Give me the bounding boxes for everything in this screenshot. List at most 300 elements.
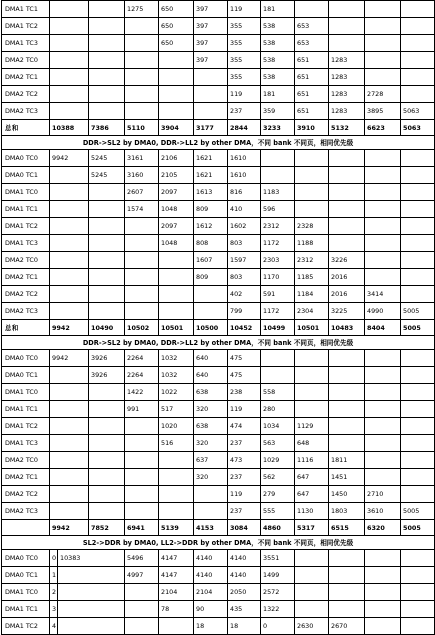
value-cell (89, 503, 125, 520)
value-cell (89, 18, 125, 35)
table-row (2, 269, 435, 286)
sum-label: 总和 (2, 320, 50, 336)
value-cell (329, 201, 365, 218)
value-cell (194, 103, 228, 120)
value-cell (125, 218, 159, 235)
value-cell: 1283 (329, 86, 365, 103)
table-row (2, 286, 435, 303)
value-cell (295, 567, 329, 584)
value-cell (159, 252, 194, 269)
value-cell: 397 (194, 18, 228, 35)
sum-cell: 7386 (89, 120, 125, 136)
value-cell (50, 86, 89, 103)
sum-cell: 3084 (228, 520, 261, 536)
row-label: DMA2 TC3 (2, 303, 50, 320)
value-cell (159, 503, 194, 520)
value-cell: 647 (295, 469, 329, 486)
value-cell (50, 286, 89, 303)
value-cell (401, 184, 435, 201)
table-row (2, 52, 435, 69)
value-cell: 555 (261, 503, 295, 520)
value-cell (329, 567, 365, 584)
value-cell: 3926 (89, 367, 125, 384)
value-cell: 119 (228, 486, 261, 503)
value-cell (329, 435, 365, 452)
value-cell (329, 350, 365, 367)
value-cell: 2104 (194, 584, 228, 601)
value-cell (295, 150, 329, 167)
value-cell: 816 (228, 184, 261, 201)
value-cell: 3160 (125, 167, 159, 184)
value-cell: 638 (194, 418, 228, 435)
table-row (2, 103, 435, 120)
value-cell (50, 486, 89, 503)
value-cell (89, 452, 125, 469)
value-cell: 558 (261, 384, 295, 401)
row-label: DMA0 TC0 (2, 350, 50, 367)
value-cell: 808 (194, 235, 228, 252)
value-cell (50, 167, 89, 184)
table-row (2, 567, 435, 584)
value-cell: 3414 (365, 286, 401, 303)
value-cell (329, 1, 365, 18)
value-cell: 320 (194, 435, 228, 452)
value-cell: 1022 (159, 384, 194, 401)
value-cell (159, 486, 194, 503)
sum-row (2, 520, 435, 536)
sum-cell: 5005 (401, 320, 435, 336)
value-cell (50, 452, 89, 469)
sum-cell: 5132 (329, 120, 365, 136)
value-cell: 90 (194, 601, 228, 618)
value-cell (261, 167, 295, 184)
table-row (2, 401, 435, 418)
value-cell: 4990 (365, 303, 401, 320)
value-cell: 2728 (365, 86, 401, 103)
value-cell: 237 (228, 503, 261, 520)
sum-cell: 8404 (365, 320, 401, 336)
value-cell (125, 469, 159, 486)
value-cell: 181 (261, 1, 295, 18)
value-cell (365, 18, 401, 35)
value-cell: 1183 (261, 184, 295, 201)
value-cell: 1612 (194, 218, 228, 235)
row-label: DMA1 TC0 (2, 584, 50, 601)
value-cell (89, 86, 125, 103)
priority-cell: 3 (50, 601, 58, 618)
value-cell (50, 469, 89, 486)
value-cell (365, 269, 401, 286)
value-cell (125, 486, 159, 503)
value-cell (329, 35, 365, 52)
table-row (2, 384, 435, 401)
value-cell (50, 252, 89, 269)
value-cell (295, 1, 329, 18)
sum-label (2, 520, 50, 536)
value-cell (401, 286, 435, 303)
value-cell (89, 486, 125, 503)
value-cell: 0 (261, 618, 295, 635)
sum-cell: 3904 (159, 120, 194, 136)
value-cell (295, 384, 329, 401)
value-cell: 1275 (125, 1, 159, 18)
value-cell (329, 418, 365, 435)
sum-cell: 10490 (89, 320, 125, 336)
value-cell: 355 (228, 18, 261, 35)
row-label: DMA2 TC1 (2, 269, 50, 286)
value-cell: 1283 (329, 52, 365, 69)
value-cell: 651 (295, 86, 329, 103)
value-cell (365, 401, 401, 418)
table-row (2, 86, 435, 103)
value-cell (365, 567, 401, 584)
sum-cell: 10499 (261, 320, 295, 336)
value-cell: 5063 (401, 103, 435, 120)
value-cell (125, 286, 159, 303)
value-cell: 4140 (228, 567, 261, 584)
value-cell: 4140 (194, 567, 228, 584)
section-header: DDR->SL2 by DMA0, DDR->LL2 by other DMA，不同 bank 不同页，相同优先级 (2, 336, 435, 350)
value-cell: 355 (228, 69, 261, 86)
value-cell (295, 350, 329, 367)
value-cell (401, 567, 435, 584)
value-cell (50, 184, 89, 201)
row-label: DMA2 TC0 (2, 452, 50, 469)
table-row (2, 218, 435, 235)
section-header-row (2, 136, 435, 150)
table-row (2, 601, 435, 618)
value-cell (89, 52, 125, 69)
value-cell (401, 52, 435, 69)
value-cell: 650 (159, 1, 194, 18)
table-row (2, 303, 435, 320)
value-cell: 1188 (295, 235, 329, 252)
value-cell: 651 (295, 69, 329, 86)
value-cell: 3926 (89, 350, 125, 367)
value-cell (295, 184, 329, 201)
value-cell (329, 550, 365, 567)
value-cell (365, 235, 401, 252)
value-cell (159, 618, 194, 635)
value-cell: 596 (261, 201, 295, 218)
bandwidth-table (1, 0, 435, 635)
value-cell (159, 52, 194, 69)
value-cell (58, 601, 125, 618)
value-cell: 2670 (329, 618, 365, 635)
value-cell: 1283 (329, 103, 365, 120)
sum-cell: 10388 (50, 120, 89, 136)
value-cell (401, 252, 435, 269)
sum-cell: 5110 (125, 120, 159, 136)
value-cell (50, 35, 89, 52)
value-cell: 3226 (329, 252, 365, 269)
value-cell: 4997 (125, 567, 159, 584)
table-row (2, 452, 435, 469)
value-cell (125, 103, 159, 120)
value-cell: 648 (295, 435, 329, 452)
value-cell: 538 (261, 69, 295, 86)
value-cell (401, 218, 435, 235)
value-cell (365, 384, 401, 401)
value-cell (58, 618, 125, 635)
value-cell (50, 367, 89, 384)
value-cell: 5245 (89, 150, 125, 167)
value-cell (401, 35, 435, 52)
value-cell (365, 469, 401, 486)
value-cell: 181 (261, 86, 295, 103)
value-cell (125, 418, 159, 435)
value-cell (125, 452, 159, 469)
value-cell: 650 (159, 35, 194, 52)
value-cell (401, 601, 435, 618)
value-cell (159, 469, 194, 486)
value-cell: 119 (228, 86, 261, 103)
value-cell (401, 69, 435, 86)
sum-label: 总和 (2, 120, 50, 136)
value-cell: 1610 (228, 150, 261, 167)
value-cell: 1451 (329, 469, 365, 486)
value-cell (401, 452, 435, 469)
value-cell (125, 601, 159, 618)
value-cell (329, 235, 365, 252)
value-cell (401, 86, 435, 103)
value-cell (159, 86, 194, 103)
value-cell (401, 235, 435, 252)
row-label: DMA1 TC0 (2, 184, 50, 201)
priority-cell: 4 (50, 618, 58, 635)
sum-cell: 7852 (89, 520, 125, 536)
table-row (2, 69, 435, 86)
sum-cell: 3233 (261, 120, 295, 136)
row-label: DMA1 TC2 (2, 618, 50, 635)
value-cell: 2104 (159, 584, 194, 601)
value-cell: 10383 (58, 550, 125, 567)
value-cell (125, 503, 159, 520)
value-cell: 638 (194, 384, 228, 401)
value-cell: 1613 (194, 184, 228, 201)
sum-cell: 10452 (228, 320, 261, 336)
value-cell: 9942 (50, 150, 89, 167)
value-cell: 2328 (295, 218, 329, 235)
value-cell (365, 218, 401, 235)
row-label: DMA2 TC3 (2, 503, 50, 520)
value-cell (365, 167, 401, 184)
value-cell: 474 (228, 418, 261, 435)
value-cell (50, 103, 89, 120)
value-cell: 2630 (295, 618, 329, 635)
value-cell: 803 (228, 269, 261, 286)
value-cell (125, 69, 159, 86)
value-cell: 1574 (125, 201, 159, 218)
value-cell (401, 201, 435, 218)
value-cell (89, 401, 125, 418)
value-cell (329, 167, 365, 184)
value-cell: 2097 (159, 218, 194, 235)
priority-cell: 1 (50, 567, 58, 584)
row-label: DMA1 TC0 (2, 384, 50, 401)
value-cell: 9942 (50, 350, 89, 367)
value-cell (50, 269, 89, 286)
value-cell (401, 350, 435, 367)
value-cell: 435 (228, 601, 261, 618)
value-cell: 1129 (295, 418, 329, 435)
sum-cell: 2844 (228, 120, 261, 136)
value-cell (329, 184, 365, 201)
value-cell (125, 52, 159, 69)
value-cell (401, 469, 435, 486)
value-cell (125, 35, 159, 52)
value-cell: 647 (295, 486, 329, 503)
value-cell (89, 235, 125, 252)
value-cell: 1602 (228, 218, 261, 235)
sum-cell: 6320 (365, 520, 401, 536)
value-cell (89, 103, 125, 120)
value-cell (401, 618, 435, 635)
priority-cell: 2 (50, 584, 58, 601)
sum-cell: 9942 (50, 320, 89, 336)
table-row (2, 367, 435, 384)
value-cell: 238 (228, 384, 261, 401)
value-cell (50, 218, 89, 235)
value-cell (159, 452, 194, 469)
value-cell (159, 103, 194, 120)
value-cell: 2303 (261, 252, 295, 269)
value-cell: 651 (295, 52, 329, 69)
sum-cell: 5317 (295, 520, 329, 536)
value-cell (329, 401, 365, 418)
value-cell (295, 167, 329, 184)
value-cell: 320 (194, 401, 228, 418)
value-cell: 1422 (125, 384, 159, 401)
value-cell (194, 69, 228, 86)
sum-cell: 6941 (125, 520, 159, 536)
priority-cell: 0 (50, 550, 58, 567)
value-cell: 4140 (228, 550, 261, 567)
sum-cell: 10501 (295, 320, 329, 336)
table-row (2, 435, 435, 452)
value-cell: 3551 (261, 550, 295, 567)
value-cell (125, 18, 159, 35)
sum-cell: 4153 (194, 520, 228, 536)
value-cell: 1048 (159, 201, 194, 218)
value-cell: 1032 (159, 350, 194, 367)
value-cell (401, 1, 435, 18)
row-label: DMA0 TC1 (2, 167, 50, 184)
row-label: DMA1 TC3 (2, 235, 50, 252)
value-cell (295, 401, 329, 418)
value-cell: 355 (228, 35, 261, 52)
value-cell (329, 601, 365, 618)
value-cell (89, 184, 125, 201)
table-body (2, 1, 435, 635)
value-cell: 475 (228, 367, 261, 384)
value-cell (365, 618, 401, 635)
value-cell (365, 69, 401, 86)
value-cell (125, 584, 159, 601)
row-label: DMA1 TC2 (2, 18, 50, 35)
value-cell: 3161 (125, 150, 159, 167)
value-cell: 397 (194, 52, 228, 69)
row-label: DMA1 TC1 (2, 401, 50, 418)
value-cell: 538 (261, 35, 295, 52)
value-cell (295, 601, 329, 618)
value-cell (401, 486, 435, 503)
row-label: DMA0 TC0 (2, 550, 50, 567)
value-cell (365, 52, 401, 69)
value-cell (401, 384, 435, 401)
table-row (2, 469, 435, 486)
table-row (2, 201, 435, 218)
value-cell (89, 252, 125, 269)
value-cell: 3225 (329, 303, 365, 320)
value-cell: 1610 (228, 167, 261, 184)
section-header: DDR->SL2 by DMA0, DDR->LL2 by other DMA，不同 bank 不同页，相同优先级 (2, 136, 435, 150)
value-cell: 4147 (159, 567, 194, 584)
value-cell: 1184 (295, 286, 329, 303)
value-cell: 2572 (261, 584, 295, 601)
value-cell: 517 (159, 401, 194, 418)
value-cell (365, 201, 401, 218)
value-cell: 591 (261, 286, 295, 303)
value-cell (194, 286, 228, 303)
value-cell: 280 (261, 401, 295, 418)
value-cell: 1032 (159, 367, 194, 384)
value-cell (295, 367, 329, 384)
value-cell: 1499 (261, 567, 295, 584)
row-label: DMA0 TC1 (2, 367, 50, 384)
table-row (2, 550, 435, 567)
value-cell: 3895 (365, 103, 401, 120)
value-cell: 809 (194, 269, 228, 286)
row-label: DMA1 TC2 (2, 418, 50, 435)
value-cell: 3610 (365, 503, 401, 520)
value-cell (89, 418, 125, 435)
value-cell (89, 201, 125, 218)
table-row (2, 350, 435, 367)
row-label: DMA0 TC1 (2, 567, 50, 584)
value-cell (365, 150, 401, 167)
sum-row (2, 320, 435, 336)
value-cell (159, 69, 194, 86)
value-cell (89, 303, 125, 320)
value-cell: 18 (194, 618, 228, 635)
value-cell (50, 435, 89, 452)
value-cell: 640 (194, 350, 228, 367)
value-cell (365, 601, 401, 618)
value-cell (50, 52, 89, 69)
value-cell (401, 18, 435, 35)
value-cell: 279 (261, 486, 295, 503)
value-cell (58, 584, 125, 601)
table-row (2, 584, 435, 601)
value-cell (194, 303, 228, 320)
value-cell (125, 303, 159, 320)
row-label: DMA1 TC2 (2, 218, 50, 235)
value-cell: 991 (125, 401, 159, 418)
value-cell (365, 35, 401, 52)
value-cell: 237 (228, 469, 261, 486)
value-cell: 2106 (159, 150, 194, 167)
value-cell: 402 (228, 286, 261, 303)
row-label: DMA2 TC2 (2, 286, 50, 303)
value-cell: 653 (295, 35, 329, 52)
value-cell: 18 (228, 618, 261, 635)
value-cell (125, 235, 159, 252)
value-cell (89, 1, 125, 18)
value-cell (401, 367, 435, 384)
value-cell (89, 269, 125, 286)
value-cell (89, 69, 125, 86)
